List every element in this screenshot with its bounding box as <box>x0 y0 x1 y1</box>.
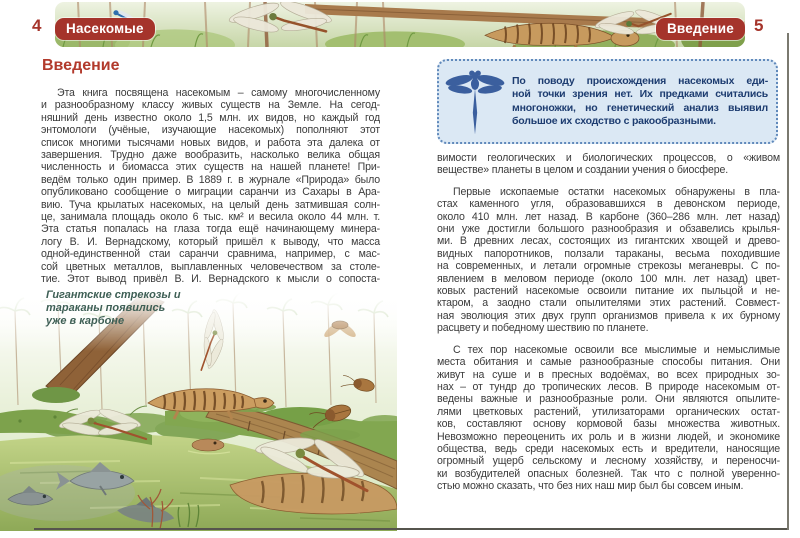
text-line: ковых растений насекомые освоили питание их пыльцой и не- <box>437 285 780 298</box>
dragonfly-icon <box>444 66 506 138</box>
text-line: Гигантские стрекозы и <box>46 289 181 301</box>
text-line: Эта статья попалась на глаза тогда ещё начинающему минера- <box>41 223 380 236</box>
text-line: живут на суше и в пресных водоёмах, во всех природных зо- <box>437 368 780 381</box>
text-line: ктаром, а заодно стали опылителями этих растений. Совмест- <box>437 297 780 310</box>
paragraph-roles <box>437 344 780 493</box>
text-line: они уже достигли большого разнообразия и обзавелись крылья- <box>437 223 780 236</box>
text-line: вию. Туча крылатых насекомых, на целый день затмившая солн- <box>41 198 380 211</box>
text-line: С тех пор насекомые освоили все мыслимые и немыслимые <box>453 343 780 356</box>
text-line: около 410 млн. лет назад. В карбоне (360–286 млн. лет назад) <box>437 210 780 223</box>
text-line: ная эволюция этих двух групп организмов привела к их бурному <box>437 309 780 322</box>
text-line: Эта книга посвящена насекомым – самому многочисленному <box>57 87 380 99</box>
text-line: ми. В древних лесах, состоящих из гигантских хвощей и древо- <box>437 235 780 248</box>
text-line: логу В. И. Вернадскому, который пришёл к выводу, что масса <box>41 235 380 248</box>
text-line: лями цветковых растений, утилизаторами органических остат- <box>437 405 780 418</box>
page-number-left: 4 <box>32 16 42 35</box>
paragraph-continuation <box>437 152 780 177</box>
text-line: няшний день известно около 1,5 млн. их видов, но каждый год <box>41 111 380 124</box>
text-line: ки возбудителей опасных болезней. Так что с полной уверенно- <box>437 467 780 480</box>
text-line: уже в карбоне <box>46 315 125 327</box>
info-box <box>437 59 778 144</box>
text-line: ной точки зрения нет. Их предками считались <box>512 88 768 101</box>
text-line: По поводу происхождения насекомых еди- <box>512 75 768 88</box>
text-line: сой цветных металлов, выплавленных человечеством за столе- <box>41 260 380 273</box>
text-line: опубликовано сообщение о миграции саранчи из Сахары в Ара- <box>41 186 380 199</box>
text-line: нах – от тундр до тропических лесов. В природе насекомым от- <box>437 380 780 393</box>
right-column-text <box>437 152 780 493</box>
text-line: стью можно сказать, что без них наш мир был бы совсем иным. <box>437 480 744 493</box>
text-line: ведём только один пример. В 1889 г. в журнале «Природа» было <box>41 173 380 186</box>
text-line: ведены важные и разнообразные роли. Они являются опылите- <box>437 393 780 406</box>
book-right-edge <box>787 33 789 530</box>
text-line: на современных, и летали огромные стрекозы меганевры. С по- <box>437 260 780 273</box>
chapter-tab-right: Введение <box>656 18 745 40</box>
info-box-text <box>512 75 768 128</box>
text-line: энтомологи (учёные, изучающие насекомых) пополняют этот <box>41 124 380 137</box>
carboniferous-swamp-illustration <box>0 293 397 531</box>
text-line: тие. Этот вывод привёл В. И. Вернадского к мысли о сопоста- <box>41 273 380 286</box>
header-banner-illustration <box>55 2 745 47</box>
text-line: видных папоротников, ползали тараканы, весьма походившие <box>437 247 780 260</box>
text-line: Первые ископаемые остатки насекомых обнаружены в пла- <box>453 185 780 198</box>
text-line: веществе» планеты в целом и создании учения о биосфере. <box>437 164 728 177</box>
text-line: Невозможно переоценить их роль и в жизни людей, и экономике <box>437 430 780 443</box>
text-line: завершения. Трудно даже вообразить, насколько велика общая <box>41 149 380 162</box>
page-number-right: 5 <box>754 16 764 35</box>
chapter-tab-left: Насекомые <box>55 18 155 40</box>
text-line: огромный ущерб сельскому и лесному хозяйству, и переносчи- <box>437 455 780 468</box>
banner-art <box>55 2 745 47</box>
text-line: и разнообразному классу живых существ на Земле. На сегод- <box>41 99 380 112</box>
text-line: расцвету и победному шествию по планете. <box>437 322 649 335</box>
text-line: список многими тысячами новых видов, и работа эта далека от <box>41 136 380 149</box>
text-line: ков, составляют основу кормовой базы множества животных. <box>437 418 780 431</box>
left-column-text <box>41 87 380 286</box>
text-line: тараканы появились <box>46 302 166 314</box>
text-line: одной-единственной стаи саранчи сравнима, например, с мас- <box>41 248 380 261</box>
book-bottom-edge <box>34 528 788 530</box>
illustration-caption <box>46 289 206 328</box>
text-line: многоножки, но генетический анализ выявил <box>512 101 768 114</box>
text-line: вимости геологических и биологических процессов, о «живом <box>437 152 780 164</box>
page-title: Введение <box>42 57 120 74</box>
text-line: численность и биомасса этих существ на нашей планете! При- <box>41 161 380 174</box>
paragraph-fossils <box>437 186 780 335</box>
text-line: места обитания и самые разнообразные способы питания. Они <box>437 356 780 369</box>
text-line: це, занимала площадь около 6 тыс. км² и весила около 44 млн. т. <box>41 211 380 224</box>
text-line: явлением в меловом периоде (около 100 млн. лет назад) цвет- <box>437 272 780 285</box>
text-line: стах каменного угля, образовавшихся в девонском периоде, <box>437 198 780 211</box>
text-line: общества, ведь среди насекомых есть и вредители, наносящие <box>437 442 780 455</box>
text-line: большое их сходство с ракообразными. <box>512 114 716 127</box>
